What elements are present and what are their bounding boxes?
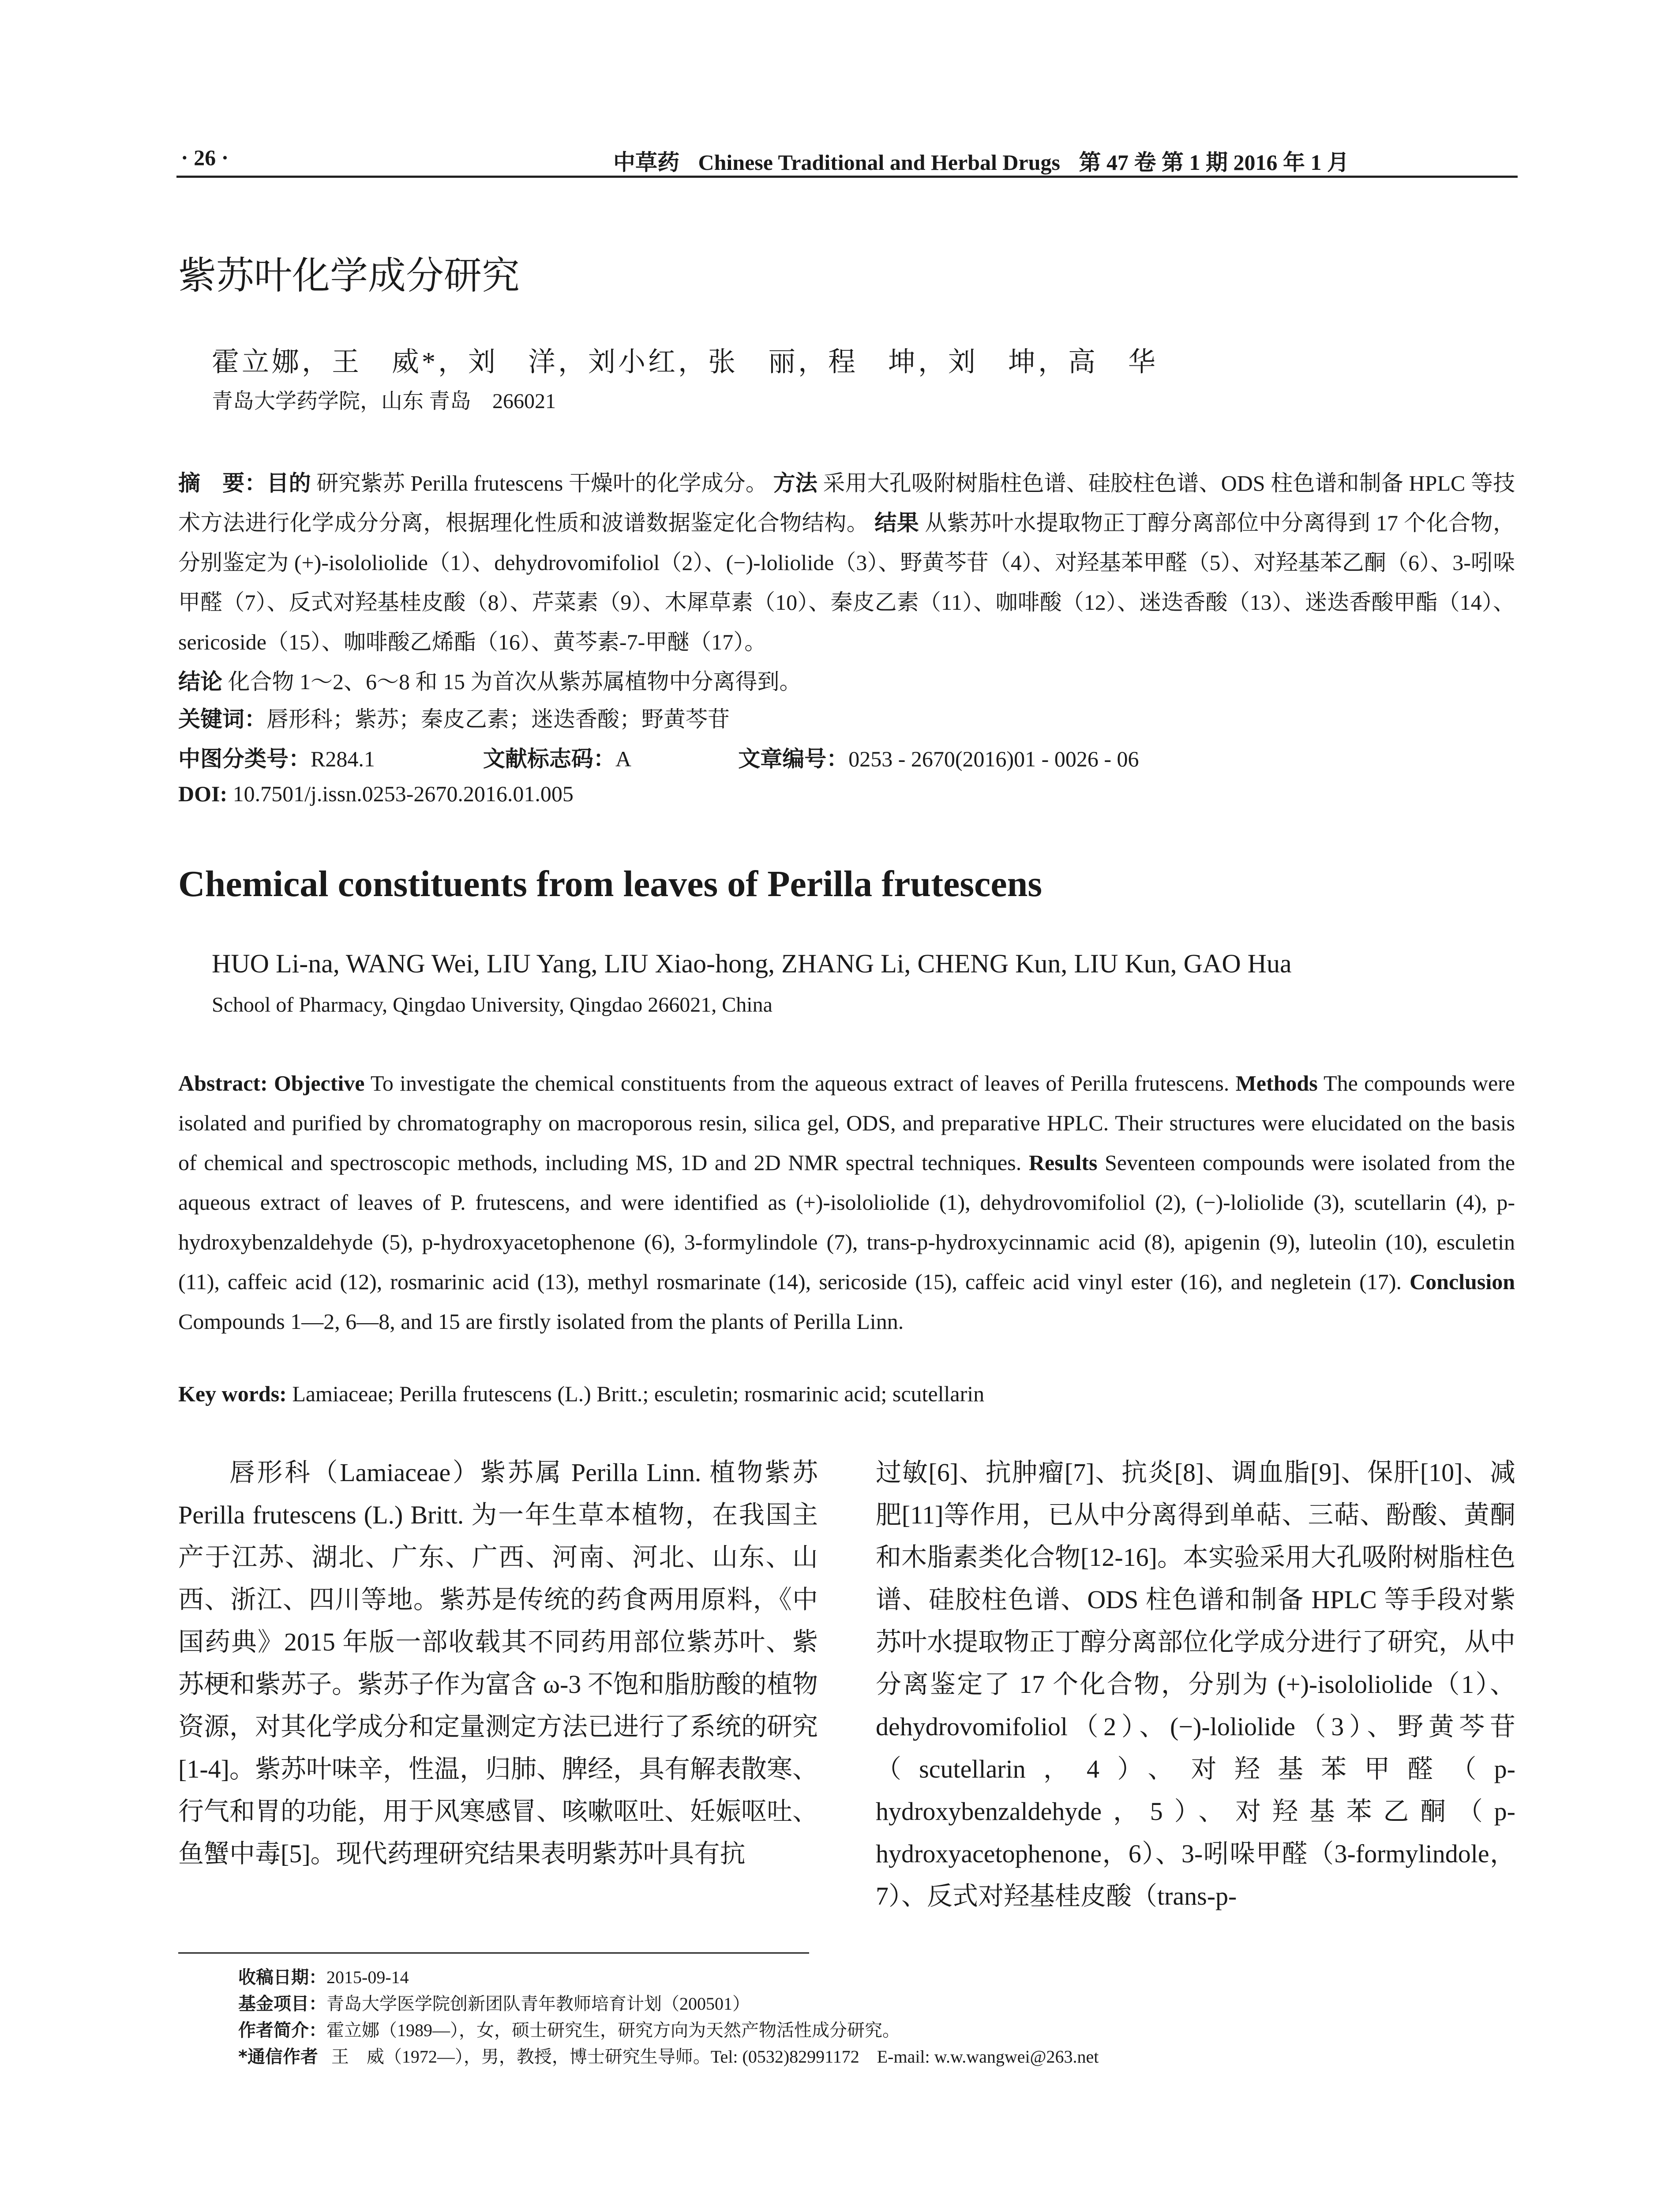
fund-label: 基金项目： — [238, 1994, 326, 2014]
article-id-value: 0253 - 2670(2016)01 - 0026 - 06 — [848, 747, 1139, 771]
article-id-label: 文章编号： — [738, 746, 849, 772]
conclusion-en: Compounds 1—2, 6—8, and 15 are firstly isolated from the plants of Perilla Linn. — [178, 1309, 904, 1334]
keywords-text-cn: 唇形科；紫苏；秦皮乙素；迷迭香酸；野黄芩苷 — [266, 707, 730, 732]
objective-label-en: Abstract: Objective — [178, 1071, 365, 1095]
conclusion-cn: 化合物 1～2、6～8 和 15 为首次从紫苏属植物中分离得到。 — [228, 669, 802, 694]
footnote-fund — [238, 1990, 750, 2015]
doi-label: DOI: — [178, 781, 228, 806]
journal-name-cn: 中草药 — [613, 149, 679, 175]
conclusion-label-en: Conclusion — [1410, 1269, 1515, 1294]
keywords-text-en: Lamiaceae; Perilla frutescens (L.) Britt.; esculetin; rosmarinic acid; scutellarin — [292, 1381, 985, 1406]
keywords-label-en: Key words: — [178, 1381, 287, 1406]
footnote-rule — [178, 1952, 809, 1954]
affiliation-en: School of Pharmacy, Qingdao University, Qingdao 266021, China — [212, 993, 772, 1017]
received-label: 收稿日期： — [238, 1967, 326, 1988]
abstract-label-cn: 摘 要： — [178, 470, 267, 496]
title-cn: 紫苏叶化学成分研究 — [178, 254, 520, 298]
journal-name-en: Chinese Traditional and Herbal Drugs — [698, 150, 1060, 175]
fund-text: 青岛大学医学院创新团队青年教师培育计划（200501） — [326, 1994, 750, 2014]
corr-label: *通信作者 — [238, 2047, 318, 2067]
conclusion-label-cn: 结论 — [178, 669, 222, 694]
footnote-author — [238, 2016, 900, 2041]
objective-label-cn: 目的 — [266, 470, 311, 496]
body-column-left: 唇形科（Lamiaceae）紫苏属 Perilla Linn. 植物紫苏 Perilla frutescens (L.) Britt. 为一年生草本植物，在我国主产于江苏、湖北、广东、广西、河南、河北、山东、山西、浙江、四川等地。紫苏是传统的药食两用原料，《中国药典》2015 年版一部收载其不同药用部位紫苏叶、紫苏梗和紫苏子。紫苏子作为富含 ω-3 不饱和脂肪酸的植物资源，对其化学成分和定量测定方法已进行了系统的研究[1-4]。紫苏叶味辛，性温，归肺、脾经，具有解表散寒、行气和胃的功能，用于风寒感冒、咳嗽呕吐、妊娠呕吐、鱼蟹中毒[5]。现代药理研究结果表明紫苏叶具有抗 — [178, 1458, 818, 1868]
methods-label-cn: 方法 — [773, 470, 818, 496]
clc-value: R284.1 — [311, 747, 375, 771]
title-en: Chemical constituents from leaves of Perilla frutescens — [178, 863, 1042, 904]
doc-code-label: 文献标志码： — [483, 746, 615, 772]
results-en: Seventeen compounds were isolated from the aqueous extract of leaves of P. frutescens, and were identified as (+)-isololiolide (1), dehydrovomifoliol (2), (−)-loliolide (3), scutellarin (4), p-hydroxybenzaldehyde (5), p-hydroxyacetophenone (6), 3-formylindole (7), trans-p-hydroxycinnamic acid (8), apigenin (9), luteolin (10), esculetin (11), caffeic acid (12), rosmarinic acid (13), methyl rosmarinate (14), sericoside (15), caffeic acid vinyl ester (16), and negletein (17). — [178, 1150, 1515, 1294]
methods-en: The compounds were isolated and purified by chromatography on macroporous resin, silica gel, ODS, and preparative HPLC. Their structures were elucidated on the basis of chemical and spectroscopic methods, including MS, 1D and 2D NMR spectral techniques. — [178, 1071, 1515, 1175]
author-bio-text: 霍立娜（1989—），女，硕士研究生，研究方向为天然产物活性成分研究。 — [326, 2020, 900, 2040]
keywords-cn — [178, 702, 730, 733]
author-bio-label: 作者简介： — [238, 2020, 326, 2041]
objective-cn: 研究紫苏 Perilla frutescens 干燥叶的化学成分。 — [316, 471, 768, 495]
header-rule — [176, 176, 1518, 178]
doc-code-value: A — [615, 747, 630, 771]
clc-label: 中图分类号： — [178, 746, 311, 772]
classification-line — [178, 741, 1139, 773]
objective-en: To investigate the chemical constituents from the aqueous extract of leaves of Perilla frutescens. — [370, 1071, 1230, 1095]
keywords-label-cn: 关键词： — [178, 706, 266, 732]
corr-text: 王 威（1972—），男，教授，博士研究生导师。Tel: (0532)82991172 E-mail: w.w.wangwei@263.net — [331, 2047, 1099, 2067]
keywords-en — [178, 1381, 984, 1407]
results-label-en: Results — [1028, 1150, 1098, 1175]
doi-link[interactable]: 10.7501/j.issn.0253-2670.2016.01.005 — [232, 781, 574, 806]
methods-label-en: Methods — [1235, 1071, 1318, 1095]
received-date: 2015-09-14 — [326, 1967, 409, 1987]
body-column-right: 过敏[6]、抗肿瘤[7]、抗炎[8]、调血脂[9]、保肝[10]、减肥[11]等作用，已从中分离得到单萜、三萜、酚酸、黄酮和木脂素类化合物[12-16]。本实验采用大孔吸附树脂柱色谱、硅胶柱色谱、ODS 柱色谱和制备 HPLC 等手段对紫苏叶水提取物正丁醇分离部位化学成分进行了研究，从中分离鉴定了 17 个化合物，分别为 (+)-isololiolide（1）、dehydrovomifoliol（2）、(−)-loliolide（3）、野黄芩苷（scutellarin，4）、对羟基苯甲醛（p-hydroxybenzaldehyde，5）、对羟基苯乙酮（p-hydroxyacetophenone，6）、3-吲哚甲醛（3-formylindole，7）、反式对羟基桂皮酸（trans-p- — [876, 1458, 1516, 1910]
abstract-en — [178, 1063, 1515, 1341]
abstract-cn — [178, 463, 1515, 702]
affiliation-cn: 青岛大学药学院，山东 青岛 266021 — [212, 390, 556, 413]
methods-cn: 采用大孔吸附树脂柱色谱、硅胶柱色谱、ODS 柱色谱和制备 HPLC 等技术方法进行化学成分分离，根据理化性质和波谱数据鉴定化合物结构。 — [178, 471, 1515, 535]
journal-line — [613, 145, 1362, 176]
results-label-cn: 结果 — [874, 510, 919, 536]
running-header — [176, 140, 1518, 176]
results-cn: 从紫苏叶水提取物正丁醇分离部位中分离得到 17 个化合物，分别鉴定为 (+)-isololiolide（1）、dehydrovomifoliol（2）、(−)-loliolide（3）、野黄芩苷（4）、对羟基苯甲醛（5）、对羟基苯乙酮（6）、3-吲哚甲醛（7）、反式对羟基桂皮酸（8）、芹菜素（9）、木犀草素（10）、秦皮乙素（11）、咖啡酸（12）、迷迭香酸（13）、迷迭香酸甲酯（14）、sericoside（15）、咖啡酸乙烯酯（16）、黄芩素-7-甲醚（17）。 — [178, 510, 1515, 654]
doi-line — [178, 781, 574, 807]
journal-issue: 第 47 卷 第 1 期 2016 年 1 月 — [1079, 150, 1349, 175]
footnote-correspondence — [238, 2043, 1099, 2068]
authors-cn: 霍立娜，王 威*，刘 洋，刘小红，张 丽，程 坤，刘 坤，高 华 — [212, 347, 1159, 377]
footnote-received — [238, 1963, 409, 1988]
authors-en: HUO Li-na, WANG Wei, LIU Yang, LIU Xiao-hong, ZHANG Li, CHENG Kun, LIU Kun, GAO Hua — [212, 949, 1292, 978]
page-number: · 26 · — [181, 145, 229, 170]
